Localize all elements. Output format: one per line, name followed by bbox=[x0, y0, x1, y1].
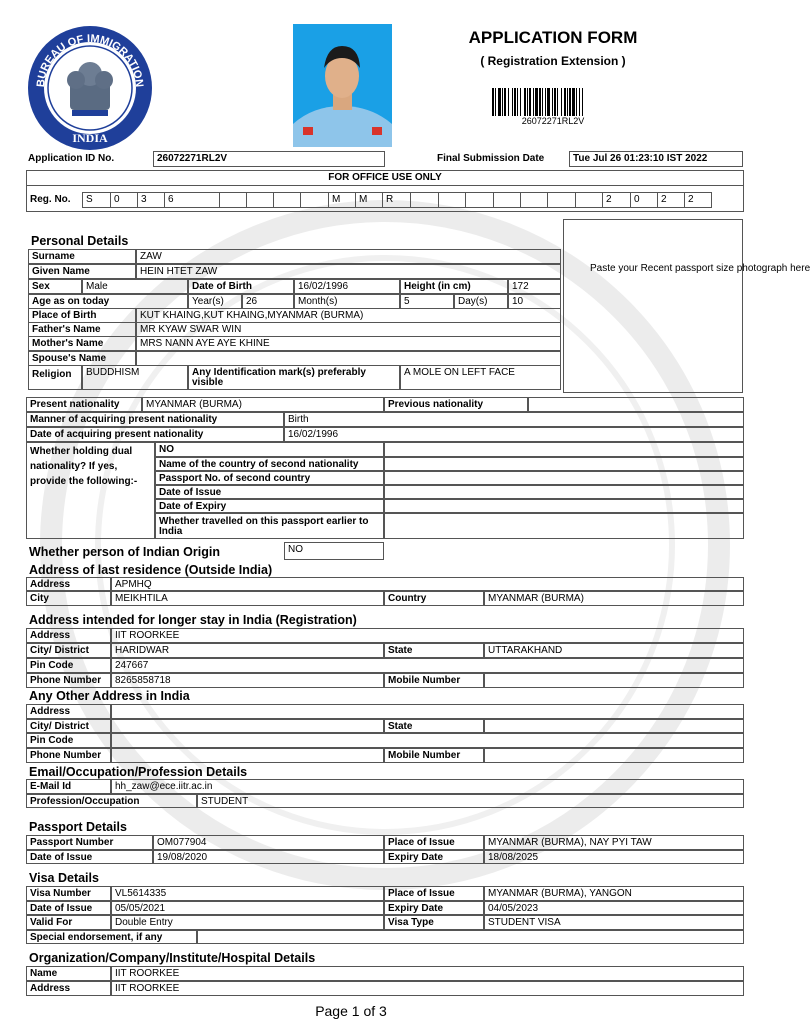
visa-issue-value: 05/05/2021 bbox=[111, 901, 384, 915]
months-value: 5 bbox=[400, 294, 454, 309]
india-pin-label: Pin Code bbox=[26, 658, 111, 673]
spouse-name-value bbox=[136, 351, 561, 366]
email-heading: Email/Occupation/Profession Details bbox=[29, 765, 248, 779]
india-mobile-value bbox=[484, 673, 744, 688]
surname-label: Surname bbox=[28, 249, 136, 264]
acquire-date-value: 16/02/1996 bbox=[284, 427, 744, 442]
surname-value: ZAW bbox=[136, 249, 561, 264]
other-mobile-value bbox=[484, 748, 744, 763]
india-city-label: City/ District bbox=[26, 643, 111, 658]
months-label: Month(s) bbox=[294, 294, 400, 309]
spouse-name-label: Spouse's Name bbox=[28, 351, 136, 366]
visa-heading: Visa Details bbox=[29, 871, 99, 885]
visa-expiry-value: 04/05/2023 bbox=[484, 901, 744, 915]
visa-number-label: Visa Number bbox=[26, 886, 111, 901]
india-address-value: IIT ROORKEE bbox=[111, 628, 744, 643]
dual-nationality-label: Whether holding dual nationality? If yes, provide the following:- bbox=[26, 442, 155, 539]
passport-number-label: Passport Number bbox=[26, 835, 153, 850]
other-city-value bbox=[111, 719, 384, 733]
manner-value: Birth bbox=[284, 412, 744, 427]
last-city-label: City bbox=[26, 591, 111, 606]
email-value: hh_zaw@ece.iitr.ac.in bbox=[111, 779, 744, 794]
reg-no-box: 6 bbox=[164, 192, 220, 208]
last-address-value: APMHQ bbox=[111, 577, 744, 591]
india-address-label: Address bbox=[26, 628, 111, 643]
travelled-label: Whether travelled on this passport earlier to India bbox=[155, 513, 384, 539]
visa-place-label: Place of Issue bbox=[384, 886, 484, 901]
reg-no-box: M bbox=[355, 192, 383, 208]
other-pin-label: Pin Code bbox=[26, 733, 111, 748]
sex-value: Male bbox=[82, 279, 188, 294]
second-country-value bbox=[384, 457, 744, 471]
final-submission-value: Tue Jul 26 01:23:10 IST 2022 bbox=[569, 151, 743, 167]
bureau-logo bbox=[26, 24, 154, 152]
passport-place-label: Place of Issue bbox=[384, 835, 484, 850]
india-state-label: State bbox=[384, 643, 484, 658]
organization-heading: Organization/Company/Institute/Hospital Details bbox=[29, 951, 316, 965]
passport-expiry-label: Expiry Date bbox=[384, 850, 484, 864]
passport-place-value: MYANMAR (BURMA), NAY PYI TAW bbox=[484, 835, 744, 850]
org-address-label: Address bbox=[26, 981, 111, 996]
reg-no-box: 2 bbox=[657, 192, 685, 208]
second-passport-value bbox=[384, 471, 744, 485]
visa-issue-label: Date of Issue bbox=[26, 901, 111, 915]
special-endorsement-value bbox=[197, 930, 744, 944]
last-country-value: MYANMAR (BURMA) bbox=[484, 591, 744, 606]
reg-no-box bbox=[273, 192, 301, 208]
passport-heading: Passport Details bbox=[29, 820, 127, 834]
days-value: 10 bbox=[508, 294, 561, 309]
dob-value: 16/02/1996 bbox=[294, 279, 400, 294]
other-address-heading: Any Other Address in India bbox=[29, 689, 190, 703]
given-name-label: Given Name bbox=[28, 264, 136, 279]
svg-text:BUREAU OF IMMIGRATION: BUREAU OF IMMIGRATION bbox=[34, 32, 146, 88]
height-value: 172 bbox=[508, 279, 561, 294]
reg-no-box bbox=[575, 192, 603, 208]
profession-label: Profession/Occupation bbox=[26, 794, 197, 808]
reg-no-box bbox=[547, 192, 576, 208]
reg-no-box: S bbox=[82, 192, 111, 208]
reg-no-box: 0 bbox=[630, 192, 658, 208]
last-country-label: Country bbox=[384, 591, 484, 606]
final-submission-label: Final Submission Date bbox=[437, 153, 545, 164]
applicant-photo bbox=[293, 24, 392, 147]
special-endorsement-label: Special endorsement, if any bbox=[26, 930, 197, 944]
india-phone-label: Phone Number bbox=[26, 673, 111, 688]
reg-no-box: 2 bbox=[684, 192, 712, 208]
photo-placeholder bbox=[563, 219, 810, 393]
visa-valid-value: Double Entry bbox=[111, 915, 384, 930]
years-value: 26 bbox=[242, 294, 294, 309]
religion-label: Religion bbox=[28, 365, 82, 390]
other-state-label: State bbox=[384, 719, 484, 733]
reg-no-box bbox=[438, 192, 466, 208]
passport-expiry-value: 18/08/2025 bbox=[484, 850, 744, 864]
indian-origin-label: Whether person of Indian Origin bbox=[29, 545, 220, 559]
place-of-birth-label: Place of Birth bbox=[28, 308, 136, 323]
present-nationality-value: MYANMAR (BURMA) bbox=[142, 397, 384, 412]
indian-origin-value: NO bbox=[284, 542, 384, 560]
place-of-birth-value: KUT KHAING,KUT KHAING,MYANMAR (BURMA) bbox=[136, 308, 561, 323]
visa-number-value: VL5614335 bbox=[111, 886, 384, 901]
other-phone-label: Phone Number bbox=[26, 748, 111, 763]
present-nationality-label: Present nationality bbox=[26, 397, 142, 412]
other-pin-value bbox=[111, 733, 744, 748]
india-phone-value: 8265858718 bbox=[111, 673, 384, 688]
dob-label: Date of Birth bbox=[188, 279, 294, 294]
india-mobile-label: Mobile Number bbox=[384, 673, 484, 688]
days-label: Day(s) bbox=[454, 294, 508, 309]
father-name-value: MR KYAW SWAR WIN bbox=[136, 322, 561, 337]
visa-type-value: STUDENT VISA bbox=[484, 915, 744, 930]
email-label: E-Mail Id bbox=[26, 779, 111, 794]
travelled-value bbox=[384, 513, 744, 539]
other-city-label: City/ District bbox=[26, 719, 111, 733]
barcode-text: 26072271RL2V bbox=[521, 116, 585, 126]
india-pin-value: 247667 bbox=[111, 658, 744, 673]
profession-value: STUDENT bbox=[197, 794, 744, 808]
visa-expiry-label: Expiry Date bbox=[384, 901, 484, 915]
religion-value: BUDDHISM bbox=[82, 365, 188, 390]
father-name-label: Father's Name bbox=[28, 322, 136, 337]
reg-no-box bbox=[410, 192, 439, 208]
india-address-heading: Address intended for longer stay in India (Registration) bbox=[29, 613, 357, 627]
reg-no-label: Reg. No. bbox=[30, 194, 71, 205]
second-passport-label: Passport No. of second country bbox=[155, 471, 384, 485]
application-id-label: Application ID No. bbox=[28, 153, 115, 164]
reg-no-box: 0 bbox=[110, 192, 138, 208]
years-label: Year(s) bbox=[188, 294, 242, 309]
identification-mark-label: Any Identification mark(s) preferably visible bbox=[188, 365, 400, 390]
second-expiry-value bbox=[384, 499, 744, 513]
personal-details-heading: Personal Details bbox=[31, 234, 129, 248]
age-label: Age as on today bbox=[28, 294, 188, 309]
passport-issue-value: 19/08/2020 bbox=[153, 850, 384, 864]
second-expiry-label: Date of Expiry bbox=[155, 499, 384, 513]
previous-nationality-label: Previous nationality bbox=[384, 397, 528, 412]
reg-no-box bbox=[465, 192, 494, 208]
visa-type-label: Visa Type bbox=[384, 915, 484, 930]
identification-mark-value: A MOLE ON LEFT FACE bbox=[400, 365, 561, 390]
last-residence-heading: Address of last residence (Outside India) bbox=[29, 563, 273, 577]
passport-issue-label: Date of Issue bbox=[26, 850, 153, 864]
reg-no-box: 2 bbox=[602, 192, 631, 208]
dual-nationality-blank bbox=[384, 442, 744, 457]
passport-number-value: OM077904 bbox=[153, 835, 384, 850]
height-label: Height (in cm) bbox=[400, 279, 508, 294]
india-city-value: HARIDWAR bbox=[111, 643, 384, 658]
sex-label: Sex bbox=[28, 279, 82, 294]
previous-nationality-value bbox=[528, 397, 744, 412]
acquire-date-label: Date of acquiring present nationality bbox=[26, 427, 284, 442]
reg-no-box: R bbox=[382, 192, 411, 208]
visa-valid-label: Valid For bbox=[26, 915, 111, 930]
other-address-label: Address bbox=[26, 704, 111, 719]
reg-no-box bbox=[493, 192, 521, 208]
reg-no-box: 3 bbox=[137, 192, 165, 208]
org-address-value: IIT ROORKEE bbox=[111, 981, 744, 996]
photo-placeholder-text: Paste your Recent passport size photograph here bbox=[590, 263, 810, 274]
other-phone-value bbox=[111, 748, 384, 763]
mother-name-value: MRS NANN AYE AYE KHINE bbox=[136, 336, 561, 351]
second-issue-label: Date of Issue bbox=[155, 485, 384, 499]
manner-label: Manner of acquiring present nationality bbox=[26, 412, 284, 427]
mother-name-label: Mother's Name bbox=[28, 336, 136, 351]
reg-no-box bbox=[520, 192, 548, 208]
second-country-label: Name of the country of second nationality bbox=[155, 457, 384, 471]
office-use-title: FOR OFFICE USE ONLY bbox=[328, 172, 442, 183]
other-state-value bbox=[484, 719, 744, 733]
reg-no-box bbox=[246, 192, 274, 208]
org-name-label: Name bbox=[26, 966, 111, 981]
last-city-value: MEIKHTILA bbox=[111, 591, 384, 606]
given-name-value: HEIN HTET ZAW bbox=[136, 264, 561, 279]
form-title: APPLICATION FORM bbox=[468, 28, 638, 47]
last-address-label: Address bbox=[26, 577, 111, 591]
reg-no-box bbox=[219, 192, 247, 208]
application-id-value: 26072271RL2V bbox=[153, 151, 385, 167]
other-mobile-label: Mobile Number bbox=[384, 748, 484, 763]
svg-text:INDIA: INDIA bbox=[72, 131, 108, 145]
second-issue-value bbox=[384, 485, 744, 499]
org-name-value: IIT ROORKEE bbox=[111, 966, 744, 981]
other-address-value bbox=[111, 704, 744, 719]
barcode bbox=[492, 88, 614, 116]
visa-place-value: MYANMAR (BURMA), YANGON bbox=[484, 886, 744, 901]
india-state-value: UTTARAKHAND bbox=[484, 643, 744, 658]
reg-no-box bbox=[300, 192, 329, 208]
page-number: Page 1 of 3 bbox=[315, 1003, 387, 1019]
reg-no-box: M bbox=[328, 192, 356, 208]
dual-nationality-value: NO bbox=[155, 442, 384, 457]
form-subtitle: ( Registration Extension ) bbox=[480, 54, 626, 68]
